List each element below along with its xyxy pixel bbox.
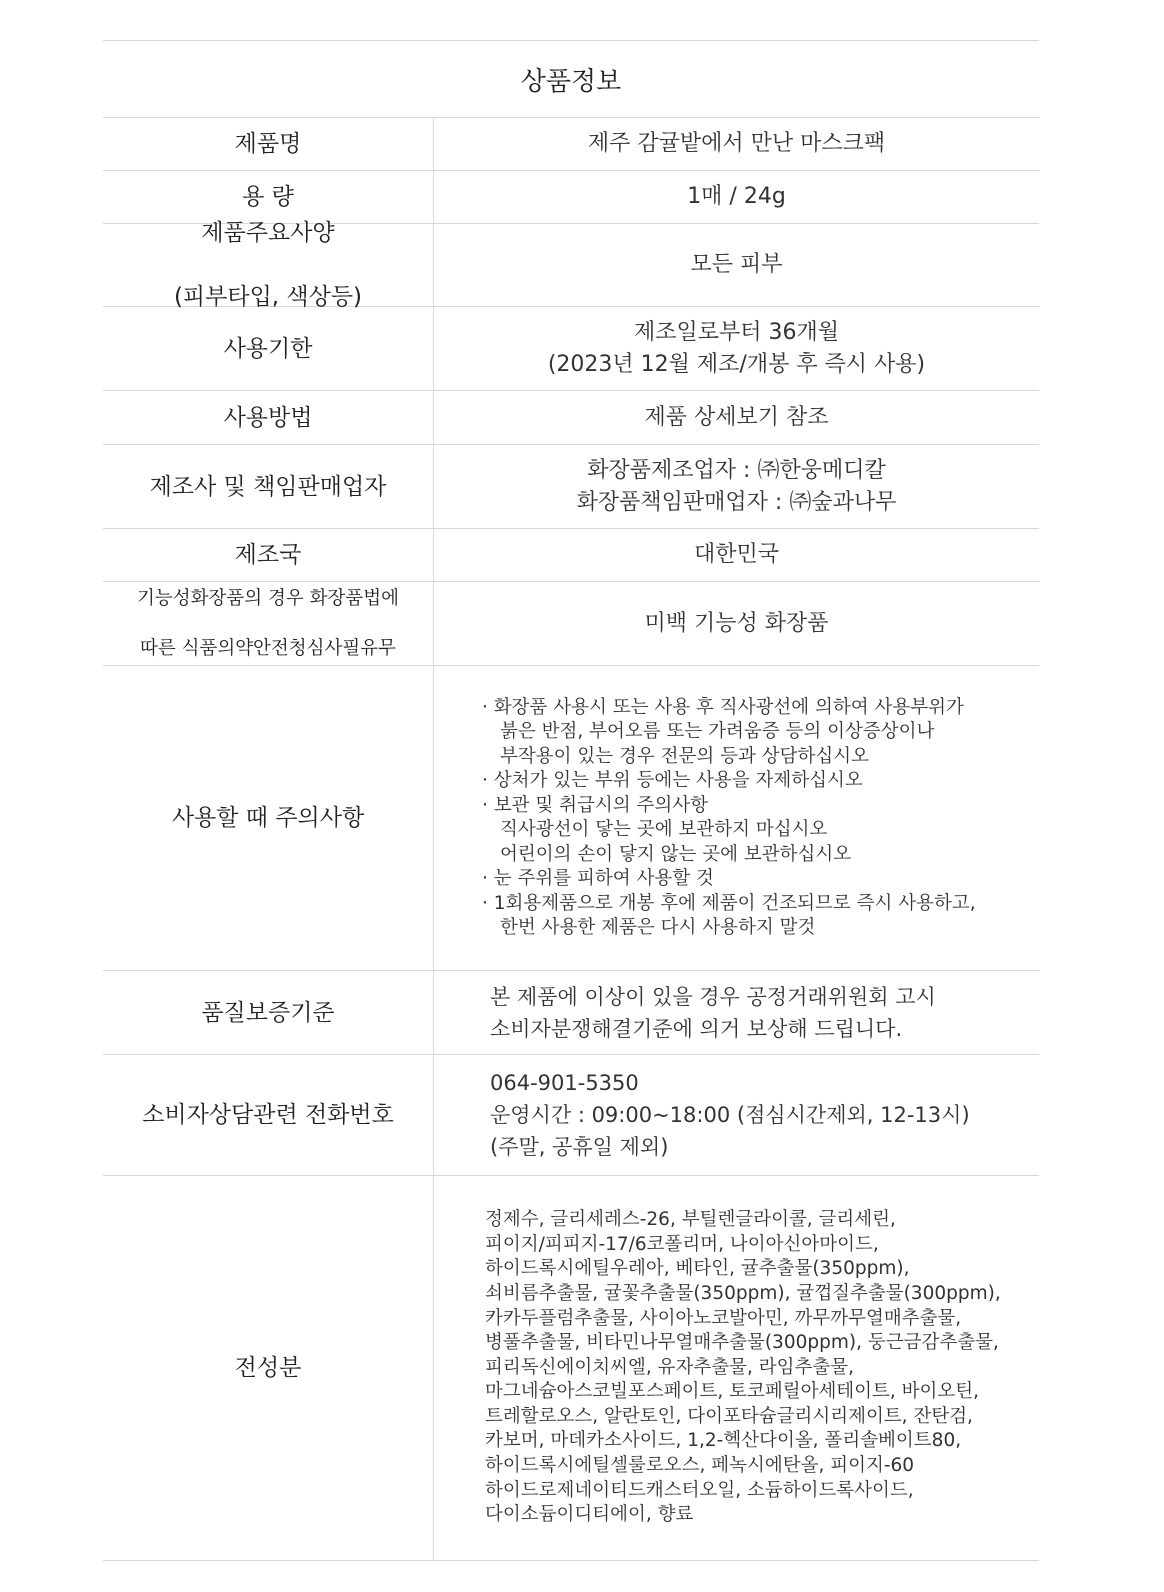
label-functional	[103, 582, 434, 665]
row-usage	[103, 391, 1039, 445]
value-expiry-line-2: (2023년 12월 제조/개봉 후 즉시 사용)	[547, 351, 926, 377]
label-ingredients: 전성분	[103, 1176, 434, 1560]
ingredients-line: 쇠비름추출물, 귤꽃추출물(350ppm), 귤껍질추출물(300ppm),	[485, 1282, 1001, 1304]
quality-line-2: 소비자분쟁해결기준에 의거 보상해 드립니다.	[490, 1016, 903, 1041]
contact-hours: 운영시간 : 09:00~18:00 (점심시간제외, 12-13시)	[490, 1103, 970, 1127]
label-quality: 품질보증기준	[103, 971, 434, 1054]
ingredients-line: 다이소듐이디티에이, 향료	[485, 1504, 694, 1526]
value-volume: 1매 / 24g	[687, 184, 786, 209]
value-manufacturer-line-1: 화장품제조업자 : ㈜한웅메디칼	[587, 457, 886, 483]
value-expiry	[434, 307, 1039, 390]
ingredients-line: 피리독신에이치씨엘, 유자추출물, 라임추출물,	[485, 1356, 854, 1378]
caution-line: · 상처가 있는 부위 등에는 사용을 자제하십시오	[482, 770, 863, 791]
table-title: 상품정보	[103, 40, 1039, 118]
caution-line: · 보관 및 취급시의 주의사항	[482, 794, 708, 816]
row-quality	[103, 971, 1039, 1055]
ingredients-list	[434, 1208, 1001, 1528]
caution-line: 직사광선이 닿는 곳에 보관하지 마십시오	[500, 819, 828, 840]
row-manufacturer	[103, 445, 1039, 529]
value-country: 대한민국	[693, 542, 779, 567]
quality-text	[434, 981, 936, 1045]
caution-line: 붉은 반점, 부어오름 또는 가려움증 등의 이상증상이나	[500, 721, 935, 742]
label-product-name: 제품명	[103, 118, 434, 170]
value-ingredients	[434, 1176, 1039, 1560]
caution-line: · 눈 주위를 피하여 사용할 것	[482, 868, 714, 889]
row-caution	[103, 666, 1039, 971]
label-volume: 용 량	[103, 171, 434, 223]
label-contact: 소비자상담관련 전화번호	[103, 1055, 434, 1175]
row-main-spec	[103, 220, 1039, 310]
label-country: 제조국	[103, 529, 434, 581]
ingredients-line: 정제수, 글리세레스-26, 부틸렌글라이콜, 글리세린,	[485, 1209, 896, 1231]
product-info-table	[103, 40, 1039, 1561]
row-expiry	[103, 307, 1039, 391]
row-ingredients	[103, 1176, 1039, 1561]
label-caution: 사용할 때 주의사항	[103, 666, 434, 970]
label-main-spec-line-2: (피부타입, 색상등)	[173, 284, 363, 310]
contact-closed: (주말, 공휴일 제외)	[490, 1135, 669, 1159]
ingredients-line: 하이드로제네이티드캐스터오일, 소듐하이드록사이드,	[485, 1479, 914, 1501]
value-quality	[434, 971, 1039, 1054]
row-functional	[103, 582, 1039, 666]
value-manufacturer-line-2: 화장품책임판매업자 : ㈜숲과나무	[576, 489, 897, 515]
value-contact	[434, 1055, 1039, 1175]
value-main-spec: 모든 피부	[690, 252, 783, 277]
label-functional-line-2: 따른 식품의약안전청심사필유무	[139, 638, 397, 659]
label-expiry: 사용기한	[103, 307, 434, 390]
quality-line-1: 본 제품에 이상이 있을 경우 공정거래위원회 고시	[490, 984, 936, 1009]
caution-list	[434, 696, 976, 941]
contact-phone: 064-901-5350	[490, 1071, 639, 1095]
value-functional: 미백 기능성 화장품	[644, 610, 829, 636]
contact-text	[434, 1067, 970, 1163]
row-product-name	[103, 118, 1039, 171]
ingredients-line: 피이지/피피지-17/6코폴리머, 나이아신아마이드,	[485, 1233, 879, 1255]
label-main-spec-line-1: 제품주요사양	[201, 220, 335, 246]
caution-line: 부작용이 있는 경우 전문의 등과 상담하십시오	[500, 745, 869, 767]
value-expiry-line-1: 제조일로부터 36개월	[633, 319, 839, 345]
value-usage: 제품 상세보기 참조	[644, 404, 829, 430]
value-caution	[434, 666, 1039, 970]
value-manufacturer	[434, 445, 1039, 528]
value-product-name: 제주 감귤밭에서 만난 마스크팩	[587, 131, 886, 156]
ingredients-line: 카카두플럼추출물, 사이아노코발아민, 까무까무열매추출물,	[485, 1307, 962, 1329]
caution-line: 어린이의 손이 닿지 않는 곳에 보관하십시오	[500, 843, 852, 865]
label-main-spec	[103, 220, 434, 310]
ingredients-line: 마그네슘아스코빌포스페이트, 토코페릴아세테이트, 바이오틴,	[485, 1381, 980, 1403]
row-contact	[103, 1055, 1039, 1176]
ingredients-line: 카보머, 마데카소사이드, 1,2-헥산다이올, 폴리솔베이트80,	[485, 1430, 962, 1452]
ingredients-line: 병풀추출물, 비타민나무열매추출물(300ppm), 둥근금감추출물,	[485, 1332, 999, 1354]
caution-line: · 화장품 사용시 또는 사용 후 직사광선에 의하여 사용부위가	[482, 696, 964, 718]
caution-line: 한번 사용한 제품은 다시 사용하지 말것	[500, 917, 816, 938]
ingredients-line: 하이드록시에틸우레아, 베타인, 귤추출물(350ppm),	[485, 1258, 910, 1280]
caution-line: · 1회용제품으로 개봉 후에 제품이 건조되므로 즉시 사용하고,	[482, 892, 976, 914]
ingredients-line: 하이드록시에틸셀룰로오스, 페녹시에탄올, 피이지-60	[485, 1455, 915, 1477]
label-usage: 사용방법	[103, 391, 434, 444]
label-manufacturer: 제조사 및 책임판매업자	[103, 445, 434, 528]
label-functional-line-1: 기능성화장품의 경우 화장품법에	[137, 588, 399, 609]
ingredients-line: 트레할로오스, 알란토인, 다이포타슘글리시리제이트, 잔탄검,	[485, 1405, 973, 1427]
